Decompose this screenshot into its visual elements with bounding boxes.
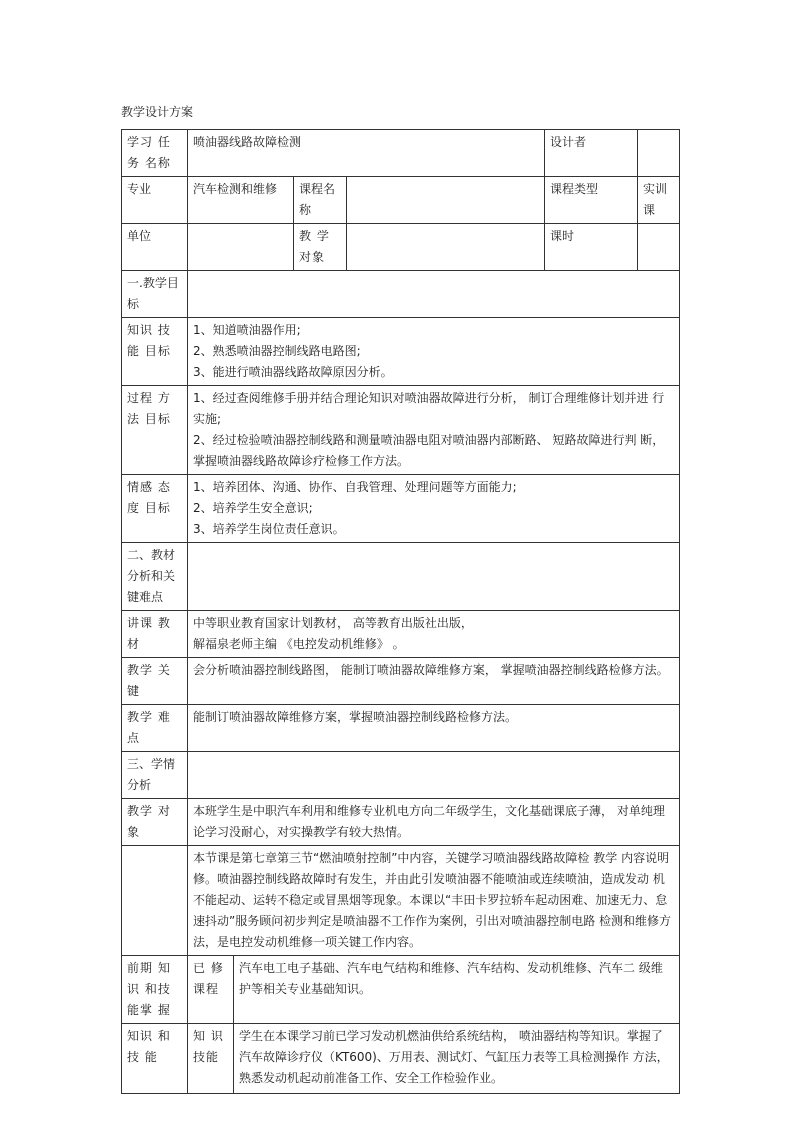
knowledge-item: 3、能进行喷油器线路故障原因分析。 — [193, 365, 393, 379]
emotion-goal-label: 情感 态度 目标 — [122, 475, 188, 543]
student-analysis-content: 本班学生是中职汽车利用和维修专业机电方向二年级学生，文化基础课底子薄， 对单纯理论学习没耐心，对实操教学有较大热情。 — [188, 799, 680, 846]
lesson-plan-table — [121, 129, 680, 1094]
emotion-item: 2、培养学生安全意识; — [193, 501, 313, 515]
section3-title: 三、学情分析 — [122, 752, 188, 799]
knowledge-skill-content: 学生在本课学习前已学习发动机燃油供给系统结构， 喷油器结构等知识。掌握了汽车故障诊疗仪（KT600)、万用表、测试灯、气缸压力表等工具检测操作 方法，熟悉发动机起动前准备工作、安全工作检验作业。 — [234, 1024, 680, 1094]
row-teaching-difficulty — [122, 705, 680, 752]
prior-knowledge-label: 前期 知识 和技能掌 握 — [122, 956, 188, 1024]
material-content — [188, 611, 680, 658]
course-name-label: 课程名称 — [294, 177, 347, 224]
row-unit — [122, 224, 680, 271]
row-major — [122, 177, 680, 224]
row-task — [122, 130, 680, 177]
document-title: 教学设计方案 — [121, 105, 194, 119]
emotion-item: 3、培养学生岗位责任意识。 — [193, 522, 345, 536]
row-section3 — [122, 752, 680, 799]
unit-label: 单位 — [122, 224, 188, 271]
class-hours-value — [638, 224, 680, 271]
material-line: 中等职业教育国家计划教材， 高等教育出版社出版， — [193, 616, 473, 630]
major-label: 专业 — [122, 177, 188, 224]
section1-title: 一.教学目标 — [122, 271, 188, 318]
section3-content — [188, 752, 680, 799]
knowledge-goal-content — [188, 318, 680, 386]
task-name-label: 学习 任务 名称 — [122, 130, 188, 177]
prior-courses-content: 汽车电工电子基础、汽车电气结构和维修、汽车结构、发动机维修、汽车二 级维护等相关专业基础知识。 — [234, 956, 680, 1024]
unit-value — [188, 224, 294, 271]
course-type-label: 课程类型 — [545, 177, 638, 224]
teaching-key-content: 会分析喷油器控制线路图， 能制订喷油器故障维修方案， 掌握喷油器控制线路检修方法。 — [188, 658, 680, 705]
class-hours-label: 课时 — [545, 224, 638, 271]
knowledge-item: 2、熟悉喷油器控制线路电路图; — [193, 344, 361, 358]
section2-title: 二、教材分析和关键难点 — [122, 543, 188, 611]
teaching-difficulty-content: 能制订喷油器故障维修方案，掌握喷油器控制线路检修方法。 — [188, 705, 680, 752]
row-content-intro — [122, 846, 680, 956]
content-intro-label — [122, 846, 188, 956]
row-knowledge-goal — [122, 318, 680, 386]
process-goal-content — [188, 386, 680, 475]
task-name-value: 喷油器线路故障检测 — [188, 130, 545, 177]
section2-content — [188, 543, 680, 611]
knowledge-skill-sub-label: 知 识技能 — [188, 1024, 234, 1094]
row-section1 — [122, 271, 680, 318]
knowledge-item: 1、知道喷油器作用; — [193, 323, 301, 337]
material-line: 解福泉老师主编 《电控发动机维修》 。 — [193, 637, 405, 651]
teaching-target-label: 教 学 对象 — [294, 224, 347, 271]
content-intro-text: 本节课是第七章第三节“燃油喷射控制”中内容，关键学习喷油器线路故障检 教学 内容说明 修。喷油器控制线路故障时有发生，并由此引发喷油器不能喷油或连续喷油，造成发动 机不能起动、运转不稳定或冒黑烟等现象。本课以“丰田卡罗拉轿车起动困难、加速无力、怠速抖动”服务顾问初步判定是喷油器不工作作为案例，引出对喷油器控制电路 检测和维修方法，是电控发动机维修一项关键工作内容。 — [188, 846, 680, 956]
designer-value — [638, 130, 680, 177]
designer-label: 设计者 — [545, 130, 638, 177]
row-emotion-goal — [122, 475, 680, 543]
row-teaching-key — [122, 658, 680, 705]
teaching-target-value — [347, 224, 545, 271]
knowledge-skill-label: 知识 和技 能 — [122, 1024, 188, 1094]
major-value: 汽车检测和维修 — [188, 177, 294, 224]
row-material — [122, 611, 680, 658]
row-knowledge-skill — [122, 1024, 680, 1094]
section1-content — [188, 271, 680, 318]
process-item: 2、经过检验喷油器控制线路和测量喷油器电阻对喷油器内部断路、 短路故障进行判 断，掌握喷油器线路故障诊疗检修工作方法。 — [193, 433, 665, 468]
course-name-value — [347, 177, 545, 224]
course-type-value: 实训课 — [638, 177, 680, 224]
row-process-goal — [122, 386, 680, 475]
process-item: 1、经过查阅维修手册并结合理论知识对喷油器故障进行分析， 制订合理维修计划并进 行实施; — [193, 391, 665, 426]
prior-courses-label: 已 修课程 — [188, 956, 234, 1024]
emotion-item: 1、培养团体、沟通、协作、自我管理、处理问题等方面能力; — [193, 480, 517, 494]
row-prior-knowledge — [122, 956, 680, 1024]
emotion-goal-content — [188, 475, 680, 543]
teaching-difficulty-label: 教学 难点 — [122, 705, 188, 752]
row-student-analysis — [122, 799, 680, 846]
knowledge-goal-label: 知识 技能 目标 — [122, 318, 188, 386]
material-label: 讲课 教材 — [122, 611, 188, 658]
student-analysis-label: 教学 对象 — [122, 799, 188, 846]
teaching-key-label: 教学 关键 — [122, 658, 188, 705]
row-section2 — [122, 543, 680, 611]
process-goal-label: 过程 方法 目标 — [122, 386, 188, 475]
